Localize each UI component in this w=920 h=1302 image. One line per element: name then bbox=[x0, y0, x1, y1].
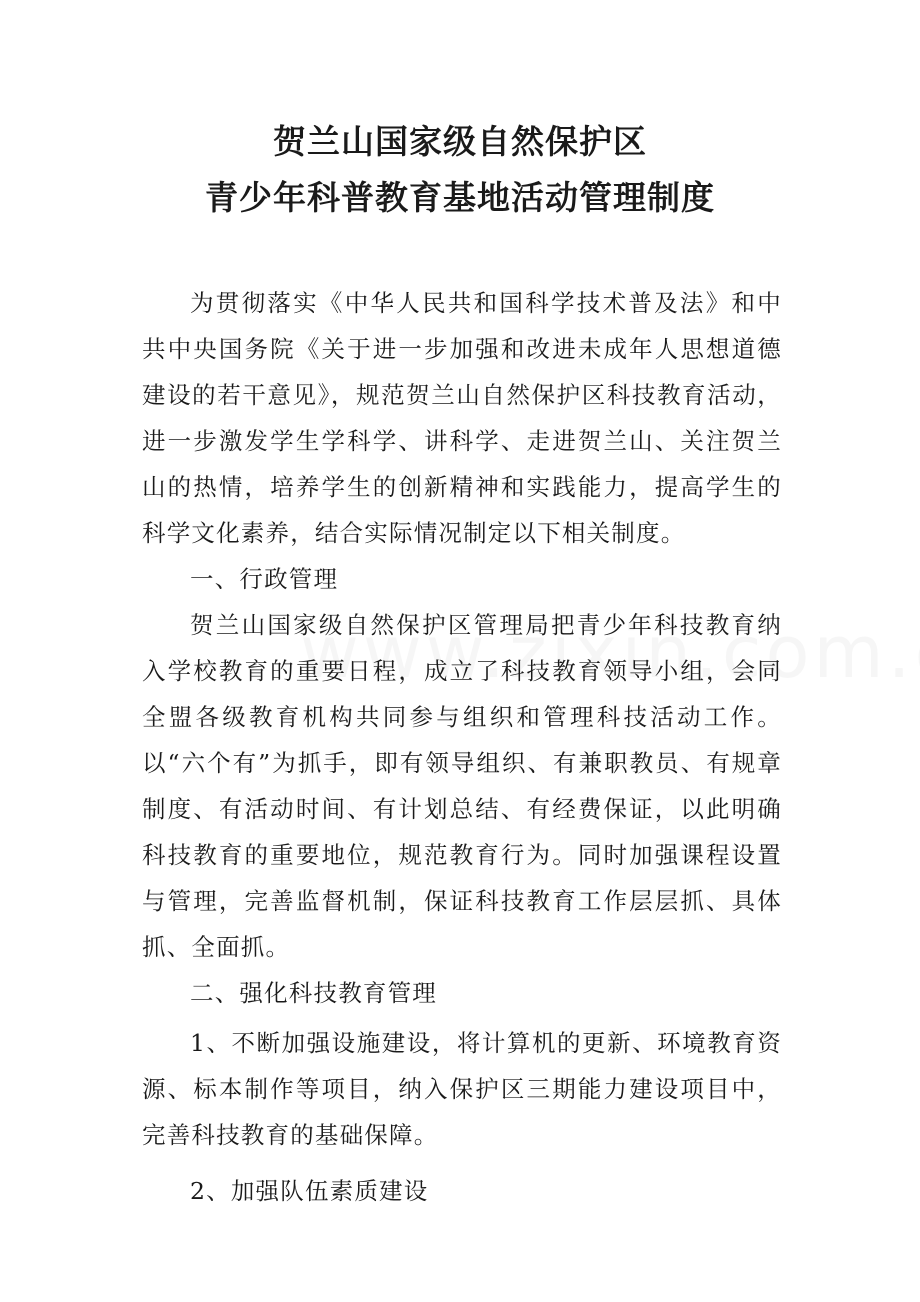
document-title-line1: 贺兰山国家级自然保护区 bbox=[273, 122, 647, 161]
section-heading-2: 二、强化科技教育管理 bbox=[190, 979, 437, 1007]
paragraph-admin: 贺兰山国家级自然保护区管理局把青少年科技教育纳入学校教育的重要日程，成立了科技教育领导小组，会同全盟各级教育机构共同参与组织和管理科技活动工作。以“六个有”为抓手，即有领导组织、有兼职教员、有规章制度、有活动时间、有计划总结、有经费保证，以此明确科技教育的重要地位，规范教育行为。同时加强课程设置与管理，完善监督机制，保证科技教育工作层层抓、具体抓、全面抓。 bbox=[142, 611, 782, 961]
section-heading-1: 一、行政管理 bbox=[190, 565, 339, 593]
title-block bbox=[0, 114, 920, 226]
paragraph-item-2: 2、加强队伍素质建设 bbox=[190, 1177, 429, 1205]
document-body bbox=[142, 280, 782, 1214]
paragraph-intro: 为贯彻落实《中华人民共和国科学技术普及法》和中共中央国务院《关于进一步加强和改进未成年人思想道德建设的若干意见》，规范贺兰山自然保护区科技教育活动，进一步激发学生学科学、讲科学、走进贺兰山、关注贺兰山的热情，培养学生的创新精神和实践能力，提高学生的科学文化素养，结合实际情况制定以下相关制度。 bbox=[142, 289, 782, 547]
paragraph-item-1: 1、不断加强设施建设，将计算机的更新、环境教育资源、标本制作等项目，纳入保护区三期能力建设项目中，完善科技教育的基础保障。 bbox=[142, 1029, 782, 1149]
document-title-line2: 青少年科普教育基地活动管理制度 bbox=[205, 178, 715, 217]
